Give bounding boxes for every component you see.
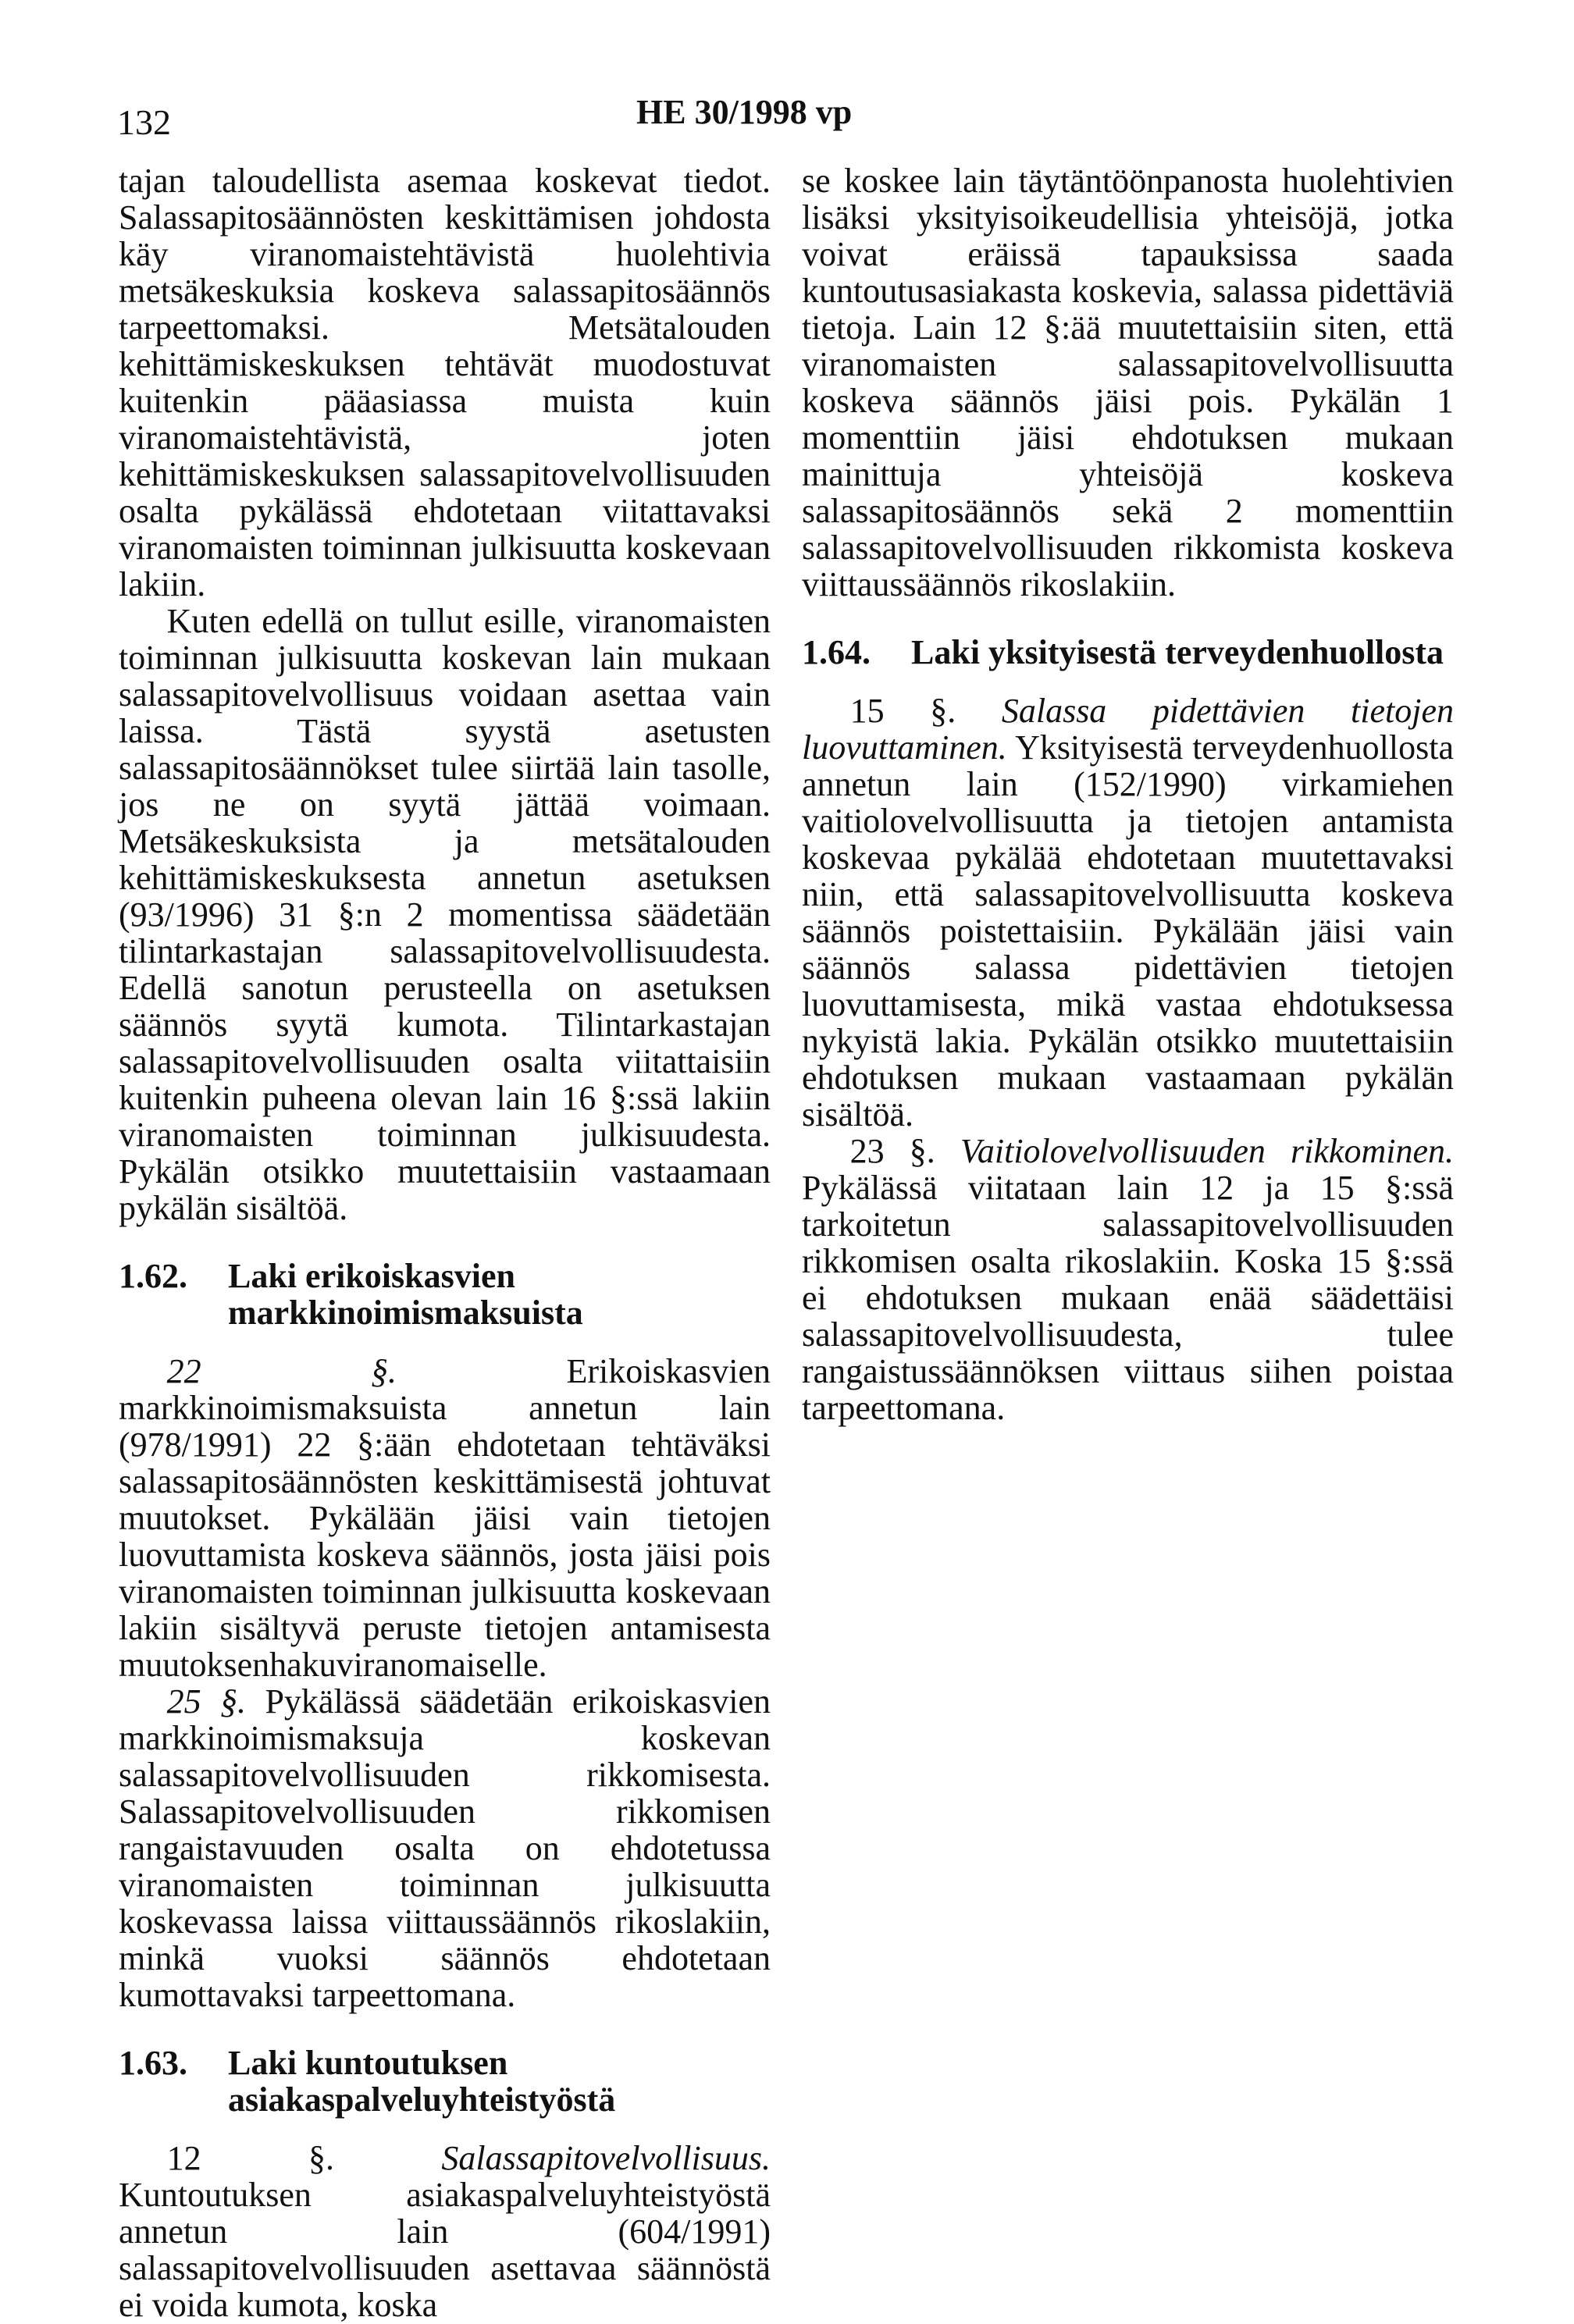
- section-number: 1.62.: [119, 1257, 187, 1295]
- paragraph: [119, 2140, 771, 2323]
- section-ref: 25 §.: [166, 1682, 247, 1721]
- paragraph-text: Pykälässä säädetään erikoiskasvien markkinoimismaksuja koskevan salassapitovelvollisuuden rikkomisesta. Salassapitovelvollisuuden rikkomisen rangaistavuuden osalta on ehdotetussa viranomaisten toiminnan julkisuutta koskevassa laissa viittaussäännös rikoslakiin, minkä vuoksi säännös ehdotetaan kumottavaksi tarpeettomana.: [119, 1682, 771, 2014]
- page-number: 132: [117, 102, 171, 142]
- paragraph: se koskee lain täytäntöönpanosta huolehtivien lisäksi yksityisoikeudellisia yhteisöjä, jotka voivat eräissä tapauksissa saada kuntoutusasiakasta koskevia, salassa pidettäviä tietoja. Lain 12 §:ää muutettaisiin siten, että viranomaisten salassapitovelvollisuutta koskeva säännös jäisi pois. Pykälän 1 momenttiin jäisi ehdotuksen mukaan mainittuja yhteisöjä koskeva salassapitosäännös sekä 2 momenttiin salassapitovelvollisuuden rikkomista koskeva viittaussäännös rikoslakiin.: [802, 162, 1454, 603]
- section-title: Laki yksityisestä terveydenhuollosta: [911, 633, 1444, 671]
- running-header: HE 30/1998 vp: [636, 93, 853, 131]
- section-ref: 15 §.: [849, 692, 956, 730]
- section-title: Laki erikoiskasvien markkinoimismaksuista: [228, 1257, 583, 1332]
- section-ref: 12 §.: [166, 2139, 334, 2177]
- paragraph-text: Pykälässä viitataan lain 12 ja 15 §:ssä tarkoitetun salassapitovelvollisuuden rikkomisen osalta rikoslakiin. Koska 15 §:ssä ei ehdotuksen mukaan enää säädettäisi salassapitovelvollisuudesta, tulee rangaistussäännöksen viittaus siihen poistaa tarpeettomana.: [802, 1169, 1454, 1427]
- section-number: 1.64.: [802, 633, 871, 671]
- paragraph: [802, 692, 1454, 1133]
- paragraph-text: Erikoiskasvien markkinoimismaksuista annetun lain (978/1991) 22 §:ään ehdotetaan tehtäväksi salassapitosäännösten keskittämisestä johtuvat muutokset. Pykälään jäisi vain tietojen luovuttamista koskeva säännös, josta jäisi pois viranomaisten toiminnan julkisuutta koskevaan lakiin sisältyvä peruste tietojen antamisesta muutoksenhakuviranomaiselle.: [119, 1352, 771, 1684]
- section-caption: Vaitiolovelvollisuuden rikkominen.: [935, 1132, 1454, 1170]
- section-ref: 22 §.: [166, 1352, 397, 1390]
- section-number: 1.63.: [119, 2044, 187, 2082]
- left-column: [119, 162, 771, 2323]
- right-column: [802, 162, 1454, 1426]
- paragraph: [802, 1133, 1454, 1426]
- paragraph: Kuten edellä on tullut esille, viranomaisten toiminnan julkisuutta koskevan lain mukaan salassapitovelvollisuus voidaan asettaa vain laissa. Tästä syystä asetusten salassapitosäännökset tulee siirtää lain tasolle, jos ne on syytä jättää voimaan. Metsäkeskuksista ja metsätalouden kehittämiskeskuksesta annetun asetuksen (93/1996) 31 §:n 2 momentissa säädetään tilintarkastajan salassapitovelvollisuudesta. Edellä sanotun perusteella on asetuksen säännös syytä kumota. Tilintarkastajan salassapitovelvollisuuden osalta viitattaisiin kuitenkin puheena olevan lain 16 §:ssä lakiin viranomaisten toiminnan julkisuudesta. Pykälän otsikko muutettaisiin vastaamaan pykälän sisältöä.: [119, 602, 771, 1227]
- paragraph-text: Kuntoutuksen asiakaspalveluyhteistyöstä annetun lain (604/1991) salassapitovelvollisuuden asettavaa säännöstä ei voida kumota, koska: [119, 2176, 771, 2324]
- section-heading: [119, 2045, 771, 2118]
- section-caption: Salassa pidettävien tietojen luovuttaminen.: [802, 692, 1454, 767]
- paragraph-text: Yksityisestä terveydenhuollosta annetun lain (152/1990) virkamiehen vaitiolovelvollisuutta ja tietojen antamista koskevaa pykälää ehdotetaan muutettavaksi niin, että salassapitovelvollisuutta koskeva säännös poistettaisiin. Pykälään jäisi vain säännös salassa pidettävien tietojen luovuttamisesta, mikä vastaa ehdotuksessa nykyistä lakia. Pykälän otsikko muutettaisiin ehdotuksen mukaan vastaamaan pykälän sisältöä.: [802, 728, 1454, 1134]
- section-caption: Salassapitovelvollisuus.: [333, 2139, 771, 2177]
- section-title: Laki kuntoutuksen asiakaspalveluyhteistyöstä: [228, 2044, 616, 2119]
- paragraph: [119, 1353, 771, 1683]
- paragraph: tajan taloudellista asemaa koskevat tiedot. Salassapitosäännösten keskittämisen johdosta käy viranomaistehtävistä huolehtivia metsäkeskuksia koskeva salassapitosäännös tarpeettomaksi. Metsätalouden kehittämiskeskuksen tehtävät muodostuvat kuitenkin pääasiassa muista kuin viranomaistehtävistä, joten kehittämiskeskuksen salassapitovelvollisuuden osalta pykälässä ehdotetaan viitattavaksi viranomaisten toiminnan julkisuutta koskevaan lakiin.: [119, 162, 771, 603]
- paragraph: [119, 1683, 771, 2013]
- section-heading: [119, 1258, 771, 1331]
- section-heading: [802, 634, 1454, 671]
- section-ref: 23 §.: [849, 1132, 935, 1170]
